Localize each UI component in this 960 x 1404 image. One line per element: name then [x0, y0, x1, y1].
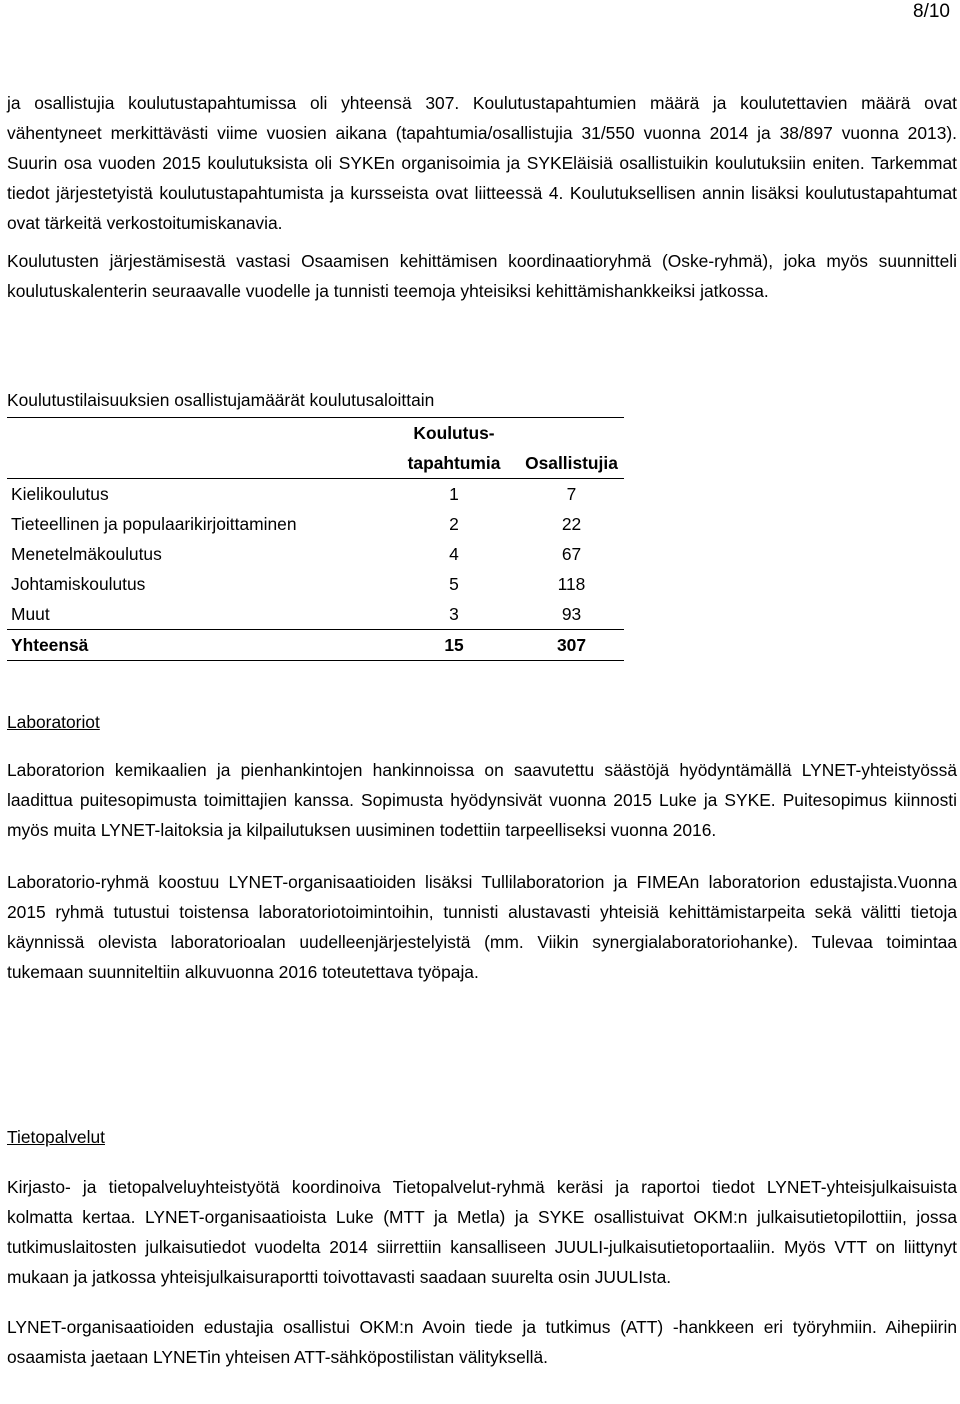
intro-paragraph-2: Koulutusten järjestämisestä vastasi Osaamisen kehittämisen koordinaatioryhmä (Oske-ryhmä), joka myös suunnitteli koulutuskalenterin seuraavalle vuodelle ja tunnisti teemoja yhteisiksi kehittämishankkeiksi jatkossa. [7, 251, 957, 301]
header-participants: Osallistujia [519, 418, 624, 479]
page-number: 8/10 [913, 1, 950, 22]
row-participants: 7 [566, 484, 577, 504]
header-events-line1: Koulutus- [413, 423, 495, 443]
row-events: 3 [449, 604, 459, 624]
table-title: Koulutustilaisuuksien osallistujamäärät koulutusaloittain [7, 390, 435, 410]
laboratoriot-title: Laboratoriot [7, 712, 100, 732]
training-table [7, 390, 624, 661]
table-row [7, 479, 624, 510]
row-name: Muut [11, 604, 50, 624]
row-name: Menetelmäkoulutus [11, 544, 162, 564]
table-total-row [7, 630, 624, 661]
tietopalvelut-paragraph-2: LYNET-organisaatioiden edustajia osallistui OKM:n Avoin tiede ja tutkimus (ATT) -hankkeen eri työryhmiin. Aihepiirin osaamista jaetaan LYNETin yhteisen ATT-sähköpostilistan välityksellä. [7, 1317, 957, 1367]
header-name [7, 418, 389, 479]
tietopalvelut-title: Tietopalvelut [7, 1127, 105, 1147]
total-events: 15 [389, 630, 519, 661]
table-row [7, 599, 624, 630]
row-name: Tieteellinen ja populaarikirjoittaminen [11, 514, 297, 534]
header-events [389, 418, 519, 479]
row-events: 4 [449, 544, 459, 564]
row-events: 1 [449, 484, 459, 504]
laboratoriot-paragraph-1: Laboratorion kemikaalien ja pienhankintojen hankinnoissa on saavutettu säästöjä hyödyntämällä LYNET-yhteistyössä laadittua puitesopimusta toimittajien kanssa. Sopimusta hyödynsivät vuonna 2015 Luke ja SYKE. Puitesopimus kiinnosti myös muita LYNET-laitoksia ja kilpailutuksen uusiminen todettiin tarpeelliseksi vuonna 2016. [7, 760, 957, 840]
laboratoriot-paragraph-2: Laboratorio-ryhmä koostuu LYNET-organisaatioiden lisäksi Tullilaboratorion ja FIMEAn laboratorion edustajista.Vuonna 2015 ryhmä tutustui toistensa laboratoriotoimintoihin, tunnisti alustavasti yhteisiä kehittämistarpeita sekä välitti tietoja käynnissä olevista laboratorioalan uudelleenjärjestelyistä (mm. Viikin synergialaboratoriohanke). Tulevaa toimintaa tukemaan suunniteltiin alkuvuonna 2016 toteutettava työpaja. [7, 872, 957, 982]
row-name: Kielikoulutus [11, 484, 109, 504]
row-name: Johtamiskoulutus [11, 574, 146, 594]
table-header-row [7, 418, 624, 479]
total-participants: 307 [519, 630, 624, 661]
row-events: 2 [449, 514, 459, 534]
row-participants: 22 [561, 514, 582, 534]
laboratoriot-section [7, 707, 957, 987]
tietopalvelut-paragraph-1: Kirjasto- ja tietopalveluyhteistyötä koordinoiva Tietopalvelut-ryhmä keräsi ja raportoi tiedot LYNET-yhteisjulkaisuista kolmatta kertaa. LYNET-organisaatioista Luke (MTT ja Metla) ja SYKE osallistuivat OKM:n julkaisutietopilottiin, jossa tutkimuslaitosten julkaisutiedot vuodelta 2014 siirrettiin kansalliseen JUULI-julkaisutietoportaaliin. Myös VTT on liittynyt mukaan ja jatkossa yhteisjulkaisuraportti toivottavasti saadaan suurelta osin JUULIsta. [7, 1177, 957, 1287]
row-events: 5 [449, 574, 459, 594]
tietopalvelut-section [7, 1122, 957, 1372]
row-participants: 93 [561, 604, 582, 624]
table-row [7, 509, 624, 539]
row-participants: 67 [561, 544, 582, 564]
table-row [7, 539, 624, 569]
table-row [7, 569, 624, 599]
row-participants: 118 [557, 574, 586, 594]
header-events-line2: tapahtumia [407, 453, 501, 473]
intro-paragraph-1: ja osallistujia koulutustapahtumissa oli yhteensä 307. Koulutustapahtumien määrä ja koulutettavien määrä ovat vähentyneet merkittävästi viime vuosien aikana (tapahtumia/osallistujia 31/550 vuonna 2014 ja 38/897 vuonna 2013). Suurin osa vuoden 2015 koulutuksista oli SYKEn organisoimia ja SYKEläisiä osallistuikin koulutuksiin eniten. Tarkemmat tiedot järjestetyistä koulutustapahtumista ja kursseista ovat liitteessä 4. Koulutuksellisen annin lisäksi koulutustapahtumat ovat tärkeitä verkostoitumiskanavia. [7, 93, 957, 233]
intro-section [7, 88, 957, 306]
total-name: Yhteensä [7, 630, 389, 661]
